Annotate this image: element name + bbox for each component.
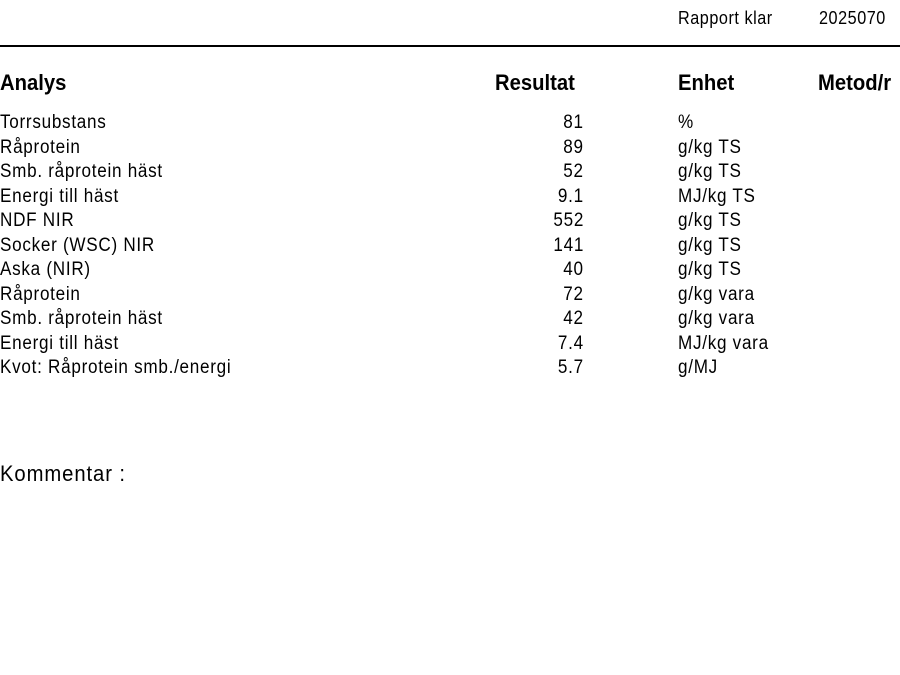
- analysis-name: Råprotein: [0, 283, 81, 305]
- table-row: [0, 308, 900, 333]
- analysis-value: 72: [563, 283, 584, 305]
- analysis-name: Aska (NIR): [0, 259, 91, 280]
- analysis-unit: g/kg TS: [678, 136, 742, 158]
- column-header-method: Metod/r: [818, 70, 892, 95]
- analysis-unit: %: [678, 112, 694, 133]
- analysis-value: 42: [563, 308, 584, 329]
- comment-label: Kommentar :: [0, 461, 126, 486]
- analysis-value: 5.7: [558, 357, 584, 378]
- column-header-analysis: Analys: [0, 70, 67, 95]
- analysis-name: Energi till häst: [0, 332, 119, 354]
- analysis-unit: MJ/kg vara: [678, 332, 769, 354]
- analysis-unit: g/kg vara: [678, 283, 755, 305]
- analysis-value: 7.4: [558, 332, 584, 354]
- report-ready-label: Rapport klar: [678, 8, 773, 28]
- analysis-value: 40: [563, 259, 584, 280]
- analysis-unit: MJ/kg TS: [678, 185, 756, 207]
- analysis-name: Smb. råprotein häst: [0, 161, 163, 182]
- analysis-name: Råprotein: [0, 136, 81, 158]
- analysis-unit: g/MJ: [678, 357, 718, 378]
- column-header-unit: Enhet: [678, 70, 735, 95]
- analysis-value: 52: [563, 161, 584, 182]
- column-header-result: Resultat: [495, 70, 575, 95]
- analysis-name: Energi till häst: [0, 185, 119, 207]
- results-table: [0, 112, 900, 382]
- report-date: 2025070: [819, 8, 886, 28]
- analysis-value: 552: [553, 210, 584, 231]
- analysis-name: Torrsubstans: [0, 112, 107, 133]
- table-row: [0, 210, 900, 235]
- table-row: [0, 137, 900, 162]
- table-row: [0, 112, 900, 137]
- analysis-value: 9.1: [558, 185, 584, 207]
- analysis-name: Smb. råprotein häst: [0, 308, 163, 329]
- table-row: [0, 161, 900, 186]
- analysis-value: 81: [563, 112, 584, 133]
- analysis-unit: g/kg TS: [678, 234, 742, 256]
- table-row: [0, 186, 900, 211]
- table-row: [0, 235, 900, 260]
- analysis-value: 89: [563, 136, 584, 158]
- table-row: [0, 284, 900, 309]
- analysis-unit: g/kg vara: [678, 308, 755, 329]
- analysis-name: NDF NIR: [0, 210, 75, 231]
- table-row: [0, 333, 900, 358]
- analysis-value: 141: [553, 234, 584, 256]
- analysis-name: Kvot: Råprotein smb./energi: [0, 357, 232, 378]
- analysis-unit: g/kg TS: [678, 259, 742, 280]
- analysis-unit: g/kg TS: [678, 210, 742, 231]
- table-row: [0, 357, 900, 382]
- header-divider: [0, 45, 900, 47]
- analysis-name: Socker (WSC) NIR: [0, 234, 155, 256]
- table-row: [0, 259, 900, 284]
- analysis-unit: g/kg TS: [678, 161, 742, 182]
